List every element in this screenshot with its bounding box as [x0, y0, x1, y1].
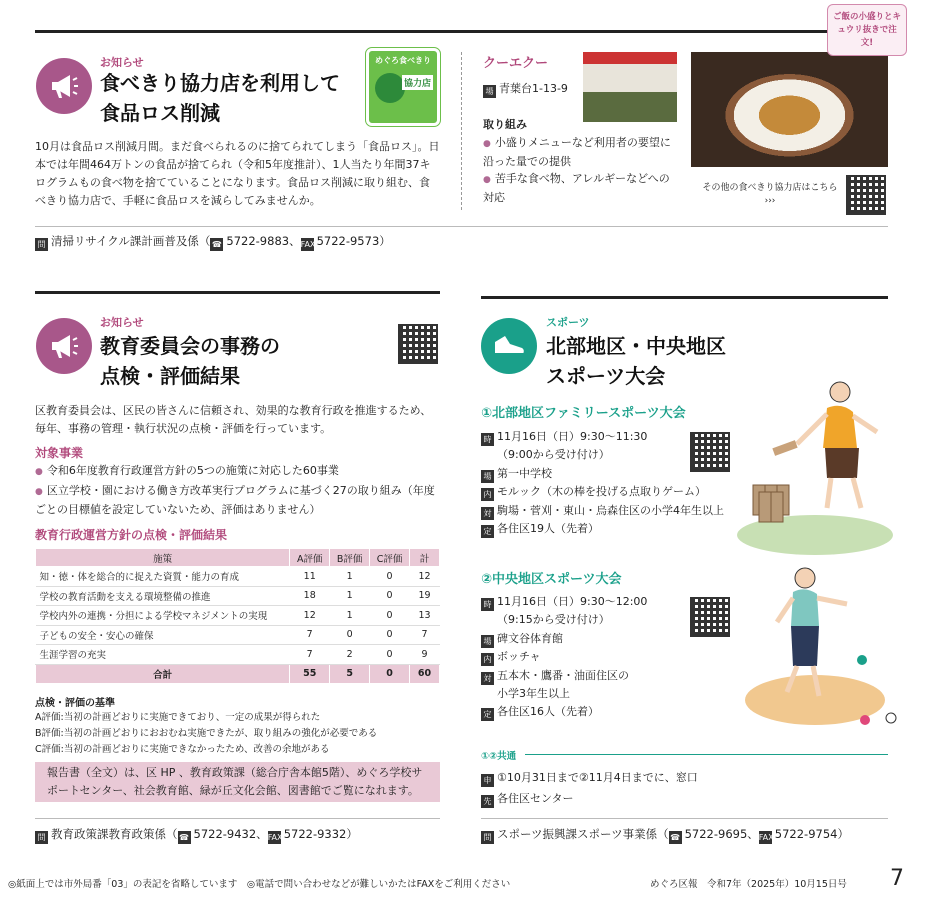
- phone-icon: ☎: [211, 240, 222, 249]
- detail-row: 場 碑文谷体育館: [481, 630, 647, 648]
- cell: 学校内外の連携・分担による学校マネジメントの実現: [36, 606, 290, 626]
- cell: 11: [290, 567, 330, 587]
- cell: 60: [409, 664, 439, 684]
- cell: 19: [409, 586, 439, 606]
- header-cell: B評価: [330, 549, 370, 567]
- qr-code: [846, 175, 886, 215]
- shop-photo: [583, 52, 677, 122]
- destination-info: 先 各住区センター: [481, 790, 574, 808]
- table-title: 教育行政運営方針の点検・評価結果: [35, 528, 228, 542]
- table-row: [36, 567, 440, 587]
- cell: 13: [409, 606, 439, 626]
- cell: 0: [370, 645, 410, 665]
- detail-row: （9:15から受け付け）: [497, 613, 610, 627]
- place-label-icon: 場: [483, 85, 496, 98]
- fax-icon: FAX: [300, 240, 316, 249]
- criteria-item: B評価:当初の計画どおりにおおむね実施できたが、取り組みの強化が必要である: [35, 728, 378, 739]
- apply-info: 申 ①10月31日まで②11月4日までに、窓口: [481, 769, 698, 787]
- phone-icon: ☎: [670, 833, 681, 842]
- header-cell: 計: [409, 549, 439, 567]
- report-box: 報告書（全文）は、区 HP 、教育政策課（総合庁舎本館5階）、めぐろ学校サポートセンター、社会教育館、緑が丘文化会館、図書館でご覧になれます。: [35, 762, 440, 802]
- detail-row: 対 五本木・鷹番・油面住区の: [481, 667, 647, 685]
- cell: 1: [330, 567, 370, 587]
- cell: 0: [370, 664, 410, 684]
- cell: 55: [290, 664, 330, 684]
- cell: 知・徳・体を総合的に捉えた資質・能力の育成: [36, 567, 290, 587]
- place-label-icon: 場: [481, 470, 494, 483]
- cell: 学校の教育活動を支える環境整備の推進: [36, 586, 290, 606]
- section-title-line2: 点検・評価結果: [100, 364, 240, 388]
- speech-bubble: ご飯の小盛りとキュウリ抜きで注文!: [827, 4, 907, 56]
- section-title-line2: スポーツ大会: [546, 364, 666, 388]
- section-top-rule: [35, 30, 888, 33]
- footer-note: ◎紙面上では市外局番「03」の表記を省略しています ◎電話で問い合わせなどが難しいかたはFAXをご利用ください: [8, 879, 511, 890]
- section-top-rule: [481, 296, 888, 299]
- section-tag: お知らせ: [100, 56, 144, 69]
- table-total-row: [36, 664, 440, 684]
- cell: 2: [330, 645, 370, 665]
- table-row: [36, 645, 440, 665]
- cell: 0: [370, 606, 410, 626]
- qr-code: [690, 432, 730, 472]
- fax-icon: FAX: [758, 833, 774, 842]
- megaphone-icon: [36, 58, 92, 114]
- sports-contact: 問 スポーツ振興課スポーツ事業係（ ☎ 5722-9695、FAX5722-9754）: [481, 826, 849, 844]
- table-row: [36, 625, 440, 645]
- detail-row: 時 11月16日（日）9:30〜11:30: [481, 428, 724, 446]
- column-divider: [461, 52, 462, 210]
- cell: 生涯学習の充実: [36, 645, 290, 665]
- capacity-label-icon: 定: [481, 708, 494, 721]
- effort-item: ● 苦手な食べ物、アレルギーなどへの対応: [483, 170, 678, 207]
- page-title: 食べきり協力店を利用して: [100, 71, 340, 95]
- cell: 0: [370, 567, 410, 587]
- boccia-player-illustration: [745, 560, 900, 735]
- target-label-icon: 対: [481, 507, 494, 520]
- fax-icon: FAX: [267, 833, 283, 842]
- capacity-label-icon: 定: [481, 525, 494, 538]
- cell: 子どもの安全・安心の確保: [36, 625, 290, 645]
- content-label-icon: 内: [481, 653, 494, 666]
- apply-label-icon: 申: [481, 774, 494, 787]
- target-label-icon: 対: [481, 672, 494, 685]
- food-badge-logo: めぐろ食べきり 協力店: [366, 48, 440, 126]
- megaphone-icon: [36, 318, 92, 374]
- detail-row: 内 モルック（木の棒を投げる点取りゲーム）: [481, 483, 724, 501]
- cell: 9: [409, 645, 439, 665]
- section-title: 北部地区・中央地区: [546, 334, 726, 358]
- divider: [481, 818, 888, 819]
- divider: [525, 754, 888, 755]
- shoe-icon: [481, 318, 537, 374]
- criteria-item: A評価:当初の計画どおりに実施できており、一定の成果が得られた: [35, 712, 321, 723]
- divider: [35, 226, 888, 227]
- cell: 7: [290, 625, 330, 645]
- food-body-text: 10月は食品ロス削減月間。まだ食べられるのに捨てられてしまう「食品ロス」。日本では年間464万トンの食品が捨てられ（令和5年度推計）、1人当たり年間37キログラムもの食べ物を捨てていることになります。食品ロス削減に取り組む、食べきり協力店で、手軽に食品ロスを減らしてみませんか。: [35, 140, 440, 207]
- shop-name: クーエクー: [483, 56, 549, 71]
- criteria-item: C評価:当初の計画どおりに実施できなかったため、改善の余地がある: [35, 744, 330, 755]
- cell: 0: [370, 625, 410, 645]
- cell: 12: [409, 567, 439, 587]
- cell: 7: [409, 625, 439, 645]
- common-title: ①②共通: [481, 751, 517, 762]
- header-cell: A評価: [290, 549, 330, 567]
- criteria-title: 点検・評価の基準: [35, 698, 115, 709]
- evaluation-table: [35, 548, 440, 684]
- footer-paper-name: めぐろ区報 令和7年（2025年）10月15日号: [650, 879, 847, 890]
- cell: 0: [370, 586, 410, 606]
- header-cell: 施策: [36, 549, 290, 567]
- north-event-details: [481, 428, 724, 538]
- detail-row: 内 ボッチャ: [481, 648, 647, 666]
- page-title-line2: 食品ロス削減: [100, 101, 220, 125]
- table-row: [36, 586, 440, 606]
- time-label-icon: 時: [481, 598, 494, 611]
- target-title: 対象事業: [35, 446, 84, 460]
- cell: 12: [290, 606, 330, 626]
- section-tag: スポーツ: [546, 316, 590, 329]
- target-item: ● 区立学校・園における働き方改革実行プログラムに基づく27の取り組み（年度ごとの目標値を設定していないため、評価はありません）: [35, 482, 440, 519]
- section-top-rule: [35, 291, 440, 294]
- edu-intro: 区教育委員会は、区民の皆さんに信頼され、効果的な教育行政を推進するため、毎年、事務の管理・執行状況の点検・評価を行っています。: [35, 404, 432, 435]
- detail-row: 小学3年生以上: [497, 687, 570, 701]
- time-label-icon: 時: [481, 433, 494, 446]
- central-event-title: ②中央地区スポーツ大会: [481, 572, 622, 587]
- north-event-title: ①北部地区ファミリースポーツ大会: [481, 406, 686, 421]
- qr-code: [690, 597, 730, 637]
- target-item: ● 令和6年度教育行政運営方針の5つの施策に対応した60事業: [35, 462, 440, 481]
- detail-row: 定 各住区19人（先着）: [481, 520, 724, 538]
- place-label-icon: 場: [481, 635, 494, 648]
- shop-address: 場 青葉台1-13-9: [483, 80, 568, 98]
- efforts-title: 取り組み: [483, 118, 527, 131]
- detail-row: 時 11月16日（日）9:30〜12:00: [481, 593, 647, 611]
- curry-photo: [691, 52, 888, 167]
- section-title: 教育委員会の事務の: [100, 334, 280, 358]
- food-contact: 問 清掃リサイクル課計画普及係（ ☎ 5722-9883、FAX5722-9573）: [35, 233, 391, 251]
- phone-icon: ☎: [179, 833, 189, 842]
- inquiry-label-icon: 問: [481, 831, 494, 844]
- more-shops-link[interactable]: その他の食べきり協力店はこちら ›››: [702, 183, 838, 206]
- header-cell: C評価: [370, 549, 410, 567]
- destination-label-icon: 先: [481, 795, 494, 808]
- content-label-icon: 内: [481, 488, 494, 501]
- detail-row: （9:00から受け付け）: [497, 448, 610, 462]
- cell: 7: [290, 645, 330, 665]
- cell: 合計: [36, 664, 290, 684]
- divider: [35, 818, 440, 819]
- detail-row: 対 駒場・菅刈・東山・烏森住区の小学4年生以上: [481, 502, 724, 520]
- section-tag: お知らせ: [100, 316, 144, 329]
- cell: 0: [330, 625, 370, 645]
- cell: 5: [330, 664, 370, 684]
- cell: 1: [330, 606, 370, 626]
- cell: 18: [290, 586, 330, 606]
- central-event-details: [481, 593, 647, 722]
- table-header-row: [36, 549, 440, 567]
- molkky-player-illustration: [735, 380, 895, 555]
- cell: 1: [330, 586, 370, 606]
- detail-row: 場 第一中学校: [481, 465, 724, 483]
- detail-row: 定 各住区16人（先着）: [481, 703, 647, 721]
- page-number: 7: [890, 866, 904, 891]
- qr-code: [398, 324, 438, 364]
- table-row: [36, 606, 440, 626]
- edu-contact: 問 教育政策課教育政策係（ ☎ 5722-9432、FAX5722-9332）: [35, 826, 358, 844]
- inquiry-label-icon: 問: [35, 238, 48, 251]
- inquiry-label-icon: 問: [35, 831, 48, 844]
- effort-item: ● 小盛りメニューなど利用者の要望に沿った量での提供: [483, 134, 678, 171]
